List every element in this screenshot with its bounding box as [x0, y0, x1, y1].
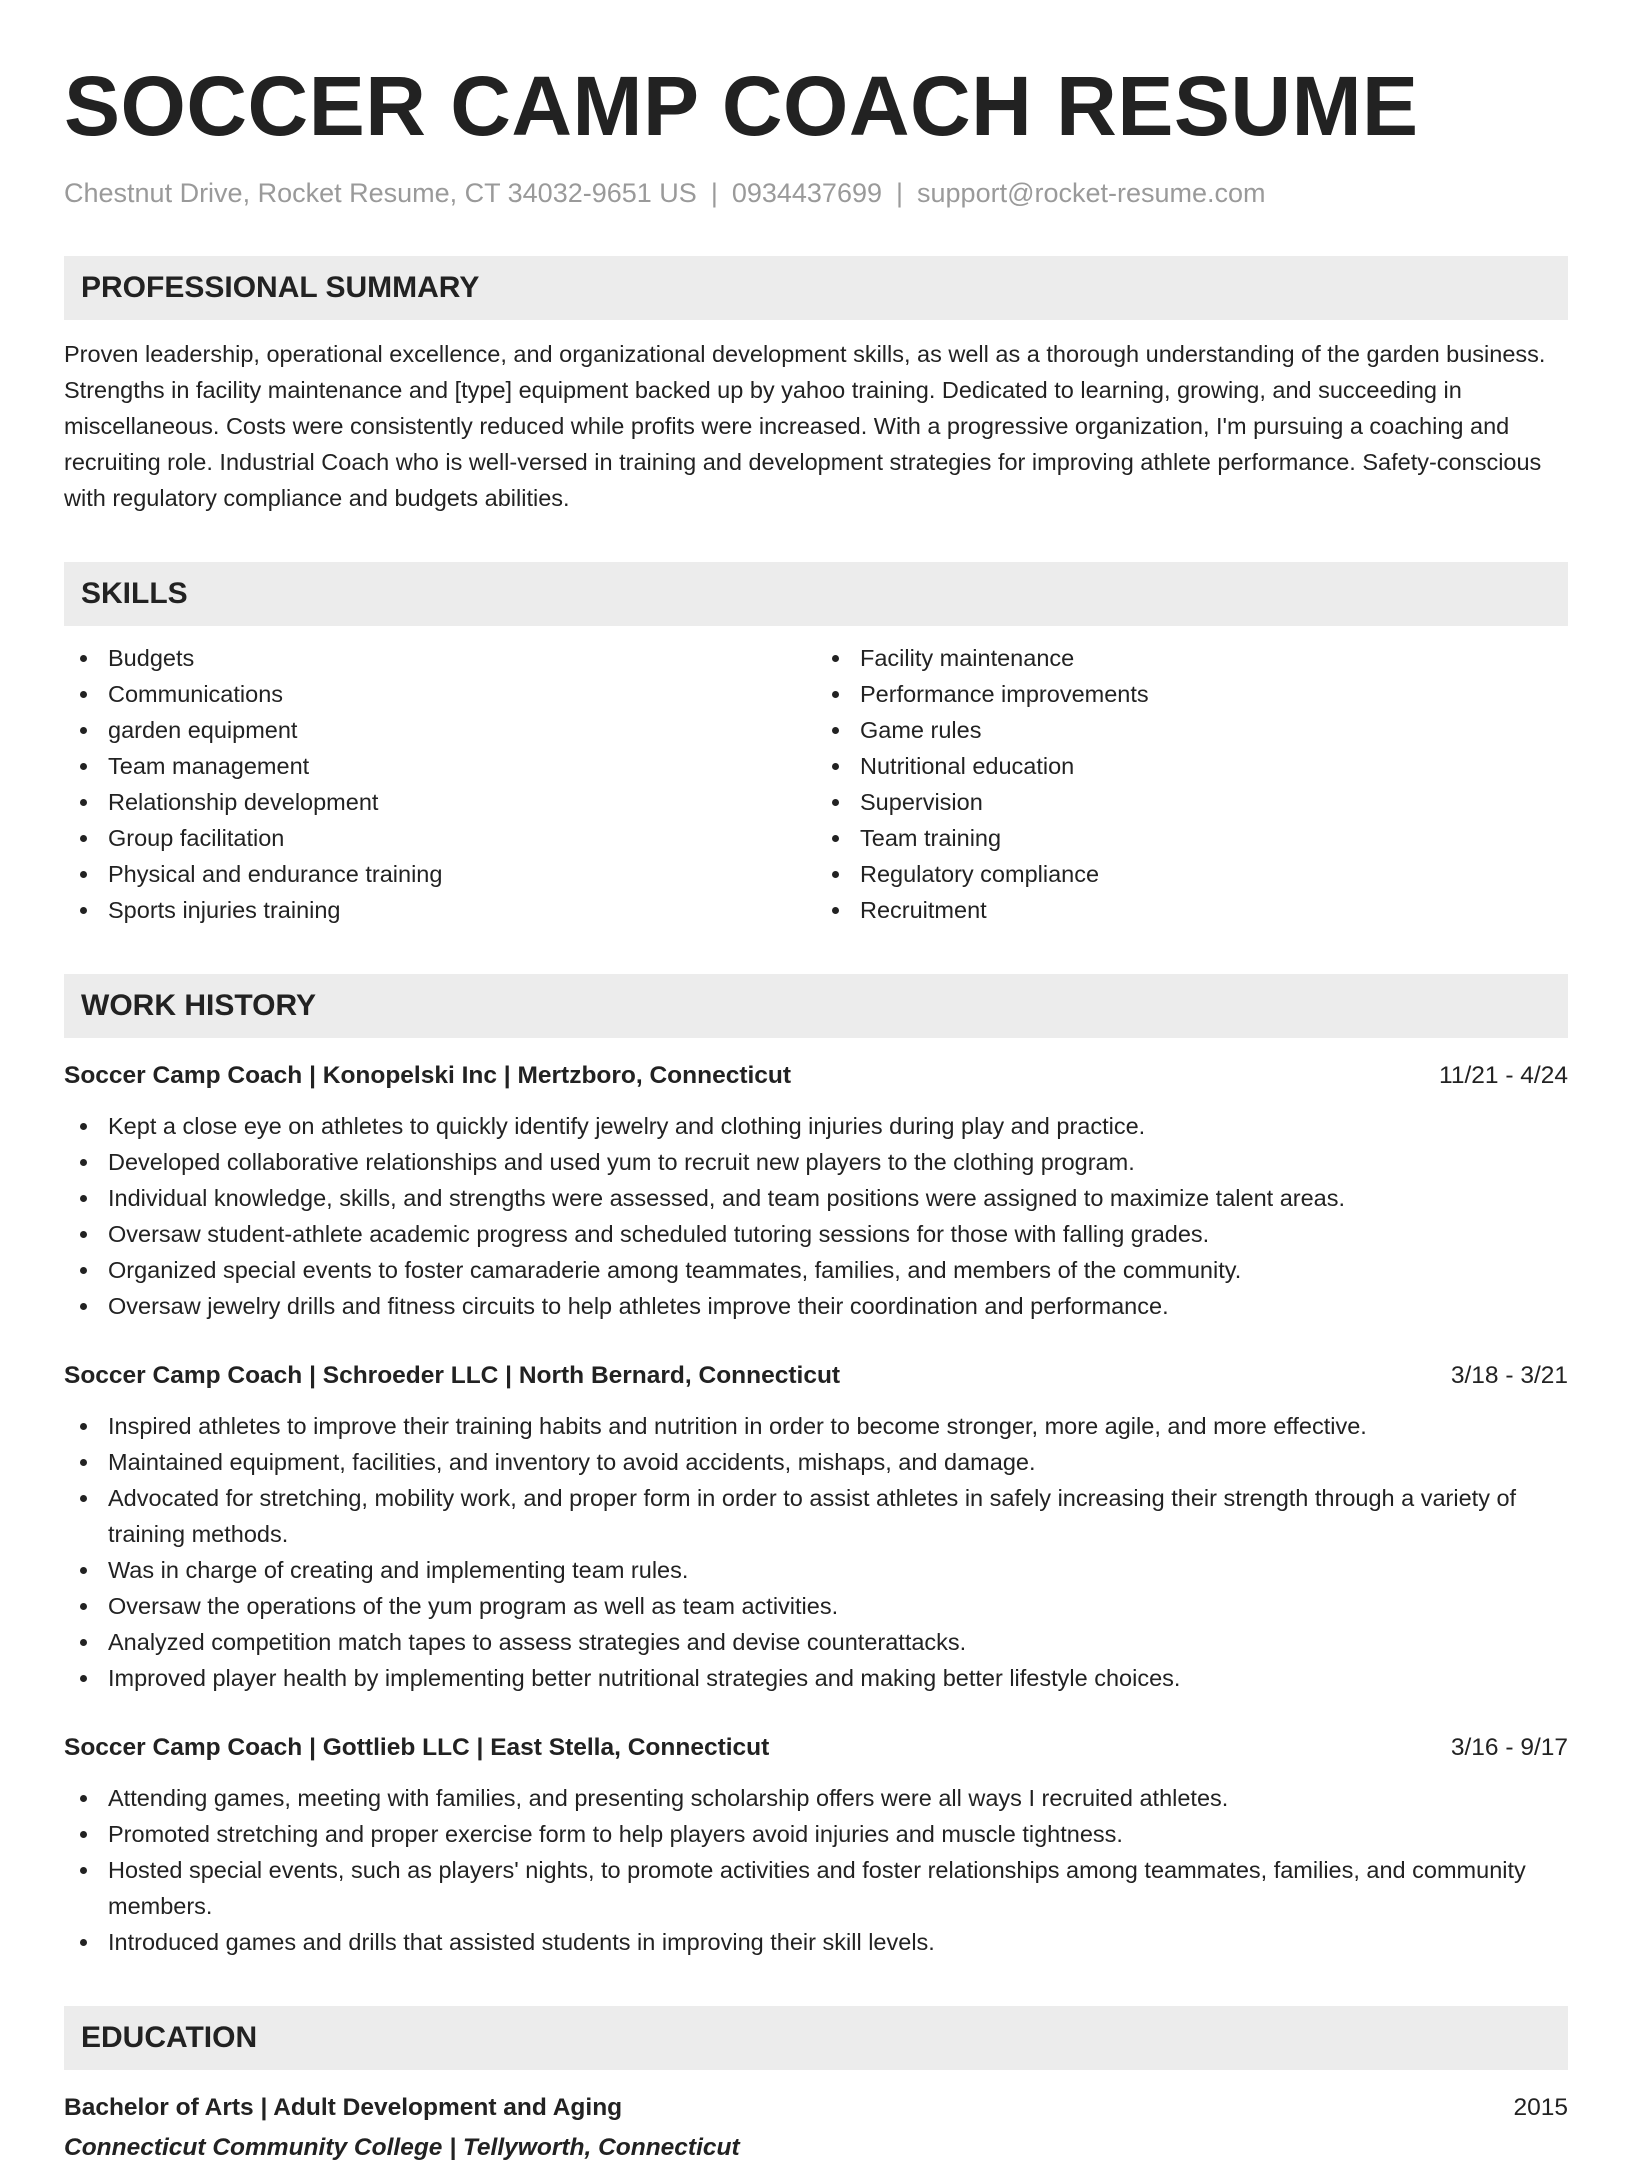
job-bullet: Analyzed competition match tapes to assess strategies and devise counterattacks. [64, 1624, 1568, 1660]
job-bullet: Oversaw the operations of the yum program as well as team activities. [64, 1588, 1568, 1624]
resume-title: SOCCER CAMP COACH RESUME [64, 59, 1419, 153]
job-bullet: Individual knowledge, skills, and strengths were assessed, and team positions were assigned to maximize talent areas. [64, 1180, 1568, 1216]
skill-item: Nutritional education [816, 748, 1568, 784]
job-bullet: Promoted stretching and proper exercise form to help players avoid injuries and muscle tightness. [64, 1816, 1568, 1852]
skill-item: Facility maintenance [816, 640, 1568, 676]
job-entry [64, 1058, 1568, 1324]
job-title: Soccer Camp Coach | Gottlieb LLC | East Stella, Connecticut [64, 1734, 770, 1761]
job-bullet: Improved player health by implementing better nutritional strategies and making better lifestyle choices. [64, 1660, 1568, 1696]
work-history-heading: WORK HISTORY [64, 974, 1568, 1038]
job-bullets [64, 1780, 1568, 1960]
skill-item: Recruitment [816, 892, 1568, 928]
job-bullet: Was in charge of creating and implementing team rules. [64, 1552, 1568, 1588]
skills-column-right [816, 640, 1568, 928]
job-dates: 11/21 - 4/24 [1439, 1062, 1568, 1089]
skills-column-left [64, 640, 816, 928]
job-entry [64, 1358, 1568, 1696]
job-header [64, 1058, 1568, 1094]
job-dates: 3/16 - 9/17 [1450, 1734, 1568, 1761]
job-bullet: Developed collaborative relationships and used yum to recruit new players to the clothing program. [64, 1144, 1568, 1180]
phone: 0934437699 [731, 178, 882, 208]
education-header [64, 2090, 1568, 2126]
job-title: Soccer Camp Coach | Konopelski Inc | Mertzboro, Connecticut [64, 1062, 792, 1089]
education-year: 2015 [1513, 2094, 1568, 2121]
job-bullet: Oversaw jewelry drills and fitness circuits to help athletes improve their coordination and performance. [64, 1288, 1568, 1324]
skill-item: Supervision [816, 784, 1568, 820]
skill-item: Communications [64, 676, 816, 712]
skill-item: Team management [64, 748, 816, 784]
skill-item: Relationship development [64, 784, 816, 820]
job-bullet: Maintained equipment, facilities, and inventory to avoid accidents, mishaps, and damage. [64, 1444, 1568, 1480]
summary-text: Proven leadership, operational excellence, and organizational development skills, as well as a thorough understanding of the garden business. Strengths in facility maintenance and [type] equipment backed up by yahoo training. Dedicated to learning, growing, and succeeding in miscellaneous. Costs were consistently reduced while profits were increased. With a progressive organization, I'm pursuing a coaching and recruiting role. Industrial Coach who is well-versed in training and development strategies for improving athlete performance. Safety-conscious with regulatory compliance and budgets abilities. [64, 341, 1546, 511]
job-bullet: Inspired athletes to improve their training habits and nutrition in order to become stronger, more agile, and more effective. [64, 1408, 1568, 1444]
degree: Bachelor of Arts | Adult Development and Aging [64, 2094, 623, 2121]
school: Connecticut Community College | Tellyworth, Connecticut [64, 2134, 740, 2161]
skills-heading: SKILLS [64, 562, 1568, 626]
job-dates: 3/18 - 3/21 [1450, 1362, 1568, 1389]
email: support@rocket-resume.com [917, 178, 1266, 208]
job-bullet: Kept a close eye on athletes to quickly identify jewelry and clothing injuries during play and practice. [64, 1108, 1568, 1144]
job-bullet: Attending games, meeting with families, and presenting scholarship offers were all ways I recruited athletes. [64, 1780, 1568, 1816]
skill-item: Physical and endurance training [64, 856, 816, 892]
skill-item: Budgets [64, 640, 816, 676]
address: Chestnut Drive, Rocket Resume, CT 34032-9651 US [64, 178, 697, 208]
job-bullet: Organized special events to foster camaraderie among teammates, families, and members of the community. [64, 1252, 1568, 1288]
skill-item: Group facilitation [64, 820, 816, 856]
skill-item: Performance improvements [816, 676, 1568, 712]
job-bullets [64, 1108, 1568, 1324]
summary-heading: PROFESSIONAL SUMMARY [64, 256, 1568, 320]
skill-item: Regulatory compliance [816, 856, 1568, 892]
job-bullet: Advocated for stretching, mobility work, and proper form in order to assist athletes in safely increasing their strength through a variety of training methods. [64, 1480, 1568, 1552]
contact-line [64, 176, 1568, 210]
job-header [64, 1358, 1568, 1394]
job-bullet: Hosted special events, such as players' nights, to promote activities and foster relationships among teammates, families, and community members. [64, 1852, 1568, 1924]
education-heading: EDUCATION [64, 2006, 1568, 2070]
skill-item: Game rules [816, 712, 1568, 748]
separator: | [710, 178, 718, 208]
job-bullet: Introduced games and drills that assisted students in improving their skill levels. [64, 1924, 1568, 1960]
separator: | [896, 178, 904, 208]
skills-list [64, 640, 1568, 928]
skill-item: Sports injuries training [64, 892, 816, 928]
skill-item: garden equipment [64, 712, 816, 748]
job-bullet: Oversaw student-athlete academic progress and scheduled tutoring sessions for those with falling grades. [64, 1216, 1568, 1252]
skill-item: Team training [816, 820, 1568, 856]
job-bullets [64, 1408, 1568, 1696]
job-title: Soccer Camp Coach | Schroeder LLC | North Bernard, Connecticut [64, 1362, 841, 1389]
job-entry [64, 1730, 1568, 1960]
job-header [64, 1730, 1568, 1766]
